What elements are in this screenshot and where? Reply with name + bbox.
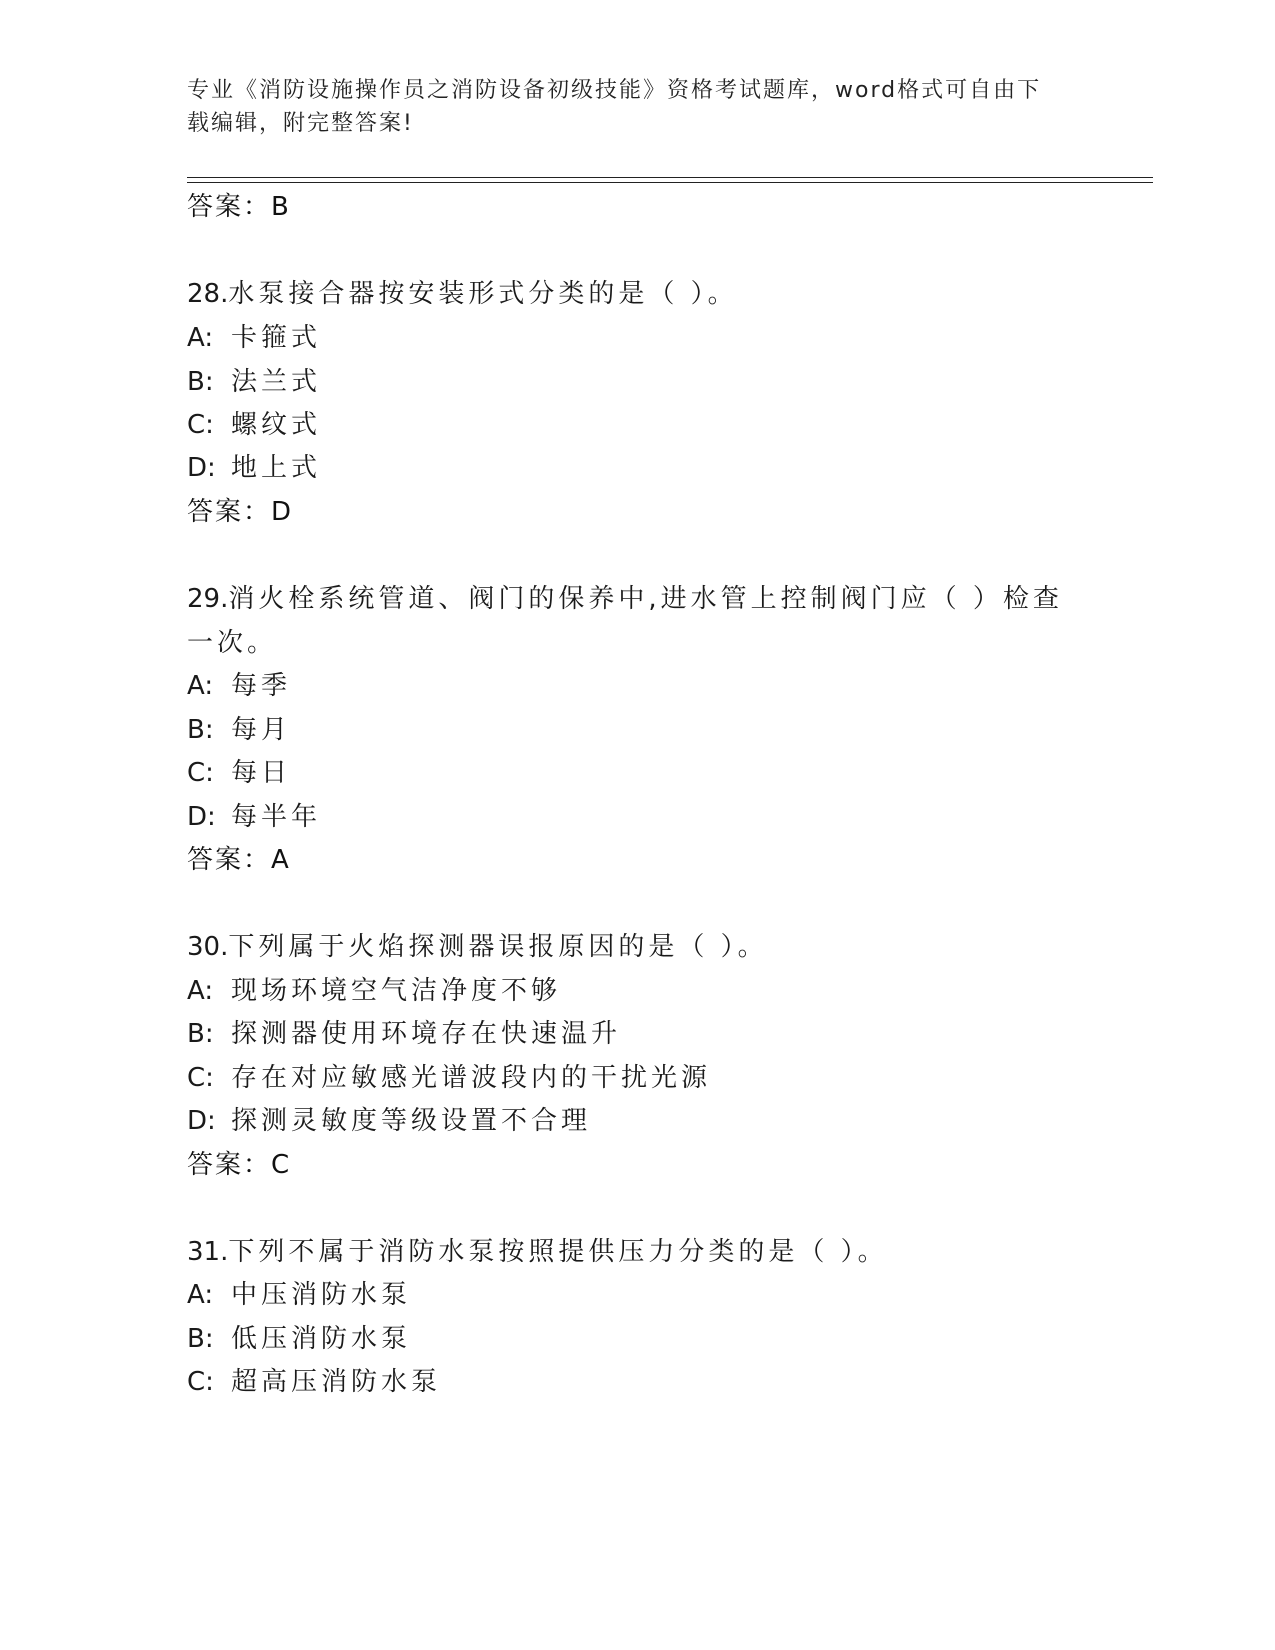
question-29-option-c	[187, 752, 291, 789]
question-29-option-b	[187, 709, 291, 746]
header-divider-bottom	[187, 182, 1153, 183]
option-text: 探测器使用环境存在快速温升	[231, 1019, 622, 1049]
question-number: 28.	[187, 279, 229, 309]
question-30-option-c	[187, 1057, 711, 1094]
question-text: 水泵接合器按安装形式分类的是（ ）。	[228, 279, 738, 309]
option-text: 低压消防水泵	[231, 1324, 412, 1354]
option-letter: A:	[187, 323, 214, 353]
option-letter: D:	[187, 802, 216, 832]
option-letter: C:	[187, 410, 214, 440]
option-text: 超高压消防水泵	[231, 1367, 442, 1397]
option-text: 每半年	[231, 802, 322, 832]
page-header	[187, 74, 1067, 140]
question-28-option-c	[187, 404, 321, 441]
option-text: 中压消防水泵	[231, 1280, 412, 1310]
question-31-option-c	[187, 1361, 441, 1398]
question-30-option-a	[187, 970, 561, 1007]
question-28-stem	[187, 273, 738, 310]
option-letter: D:	[187, 1106, 216, 1136]
answer-30: 答案：C	[187, 1150, 292, 1180]
option-text: 法兰式	[231, 367, 322, 397]
option-letter: C:	[187, 758, 214, 788]
option-letter: D:	[187, 453, 216, 483]
question-text: 下列不属于消防水泵按照提供压力分类的是（ ）。	[228, 1237, 888, 1267]
question-31-option-a	[187, 1274, 411, 1311]
option-letter: C:	[187, 1063, 214, 1093]
question-number: 30.	[187, 932, 229, 962]
option-text: 每日	[231, 758, 292, 788]
option-letter: B:	[187, 367, 214, 397]
option-letter: A:	[187, 671, 214, 701]
question-29-stem	[187, 578, 1063, 615]
question-text: 下列属于火焰探测器误报原因的是（ ）。	[228, 932, 768, 962]
answer-29: 答案：A	[187, 845, 291, 875]
option-letter: A:	[187, 1280, 214, 1310]
question-29-option-a	[187, 665, 291, 702]
option-letter: B:	[187, 715, 214, 745]
option-text: 每季	[231, 671, 292, 701]
option-letter: A:	[187, 976, 214, 1006]
question-28-option-a	[187, 317, 321, 354]
option-text: 地上式	[231, 453, 322, 483]
option-text: 螺纹式	[231, 410, 322, 440]
question-30-stem	[187, 926, 768, 963]
question-28-option-b	[187, 361, 321, 398]
option-letter: C:	[187, 1367, 214, 1397]
option-text: 每月	[231, 715, 292, 745]
question-29-stem-continued: 一次。	[187, 628, 278, 658]
question-30-option-d	[187, 1100, 591, 1137]
question-29-option-d	[187, 796, 321, 833]
option-letter: B:	[187, 1324, 214, 1354]
question-31-stem	[187, 1231, 888, 1268]
option-letter: B:	[187, 1019, 214, 1049]
answer-28: 答案：D	[187, 497, 294, 527]
question-31-option-b	[187, 1318, 411, 1355]
answer-27: 答案：B	[187, 192, 291, 222]
header-divider-top	[187, 177, 1153, 178]
question-number: 31.	[187, 1237, 229, 1267]
question-30-option-b	[187, 1013, 621, 1050]
question-text: 消火栓系统管道、阀门的保养中,进水管上控制阀门应（ ）检查	[228, 584, 1063, 614]
header-line-2: 载编辑，附完整答案!	[187, 111, 414, 136]
header-line-1: 专业《消防设施操作员之消防设备初级技能》资格考试题库，word格式可自由下	[187, 78, 1042, 103]
question-number: 29.	[187, 584, 229, 614]
option-text: 探测灵敏度等级设置不合理	[231, 1106, 592, 1136]
option-text: 现场环境空气洁净度不够	[231, 976, 562, 1006]
question-28-option-d	[187, 447, 321, 484]
option-text: 卡箍式	[231, 323, 322, 353]
option-text: 存在对应敏感光谱波段内的干扰光源	[231, 1063, 712, 1093]
